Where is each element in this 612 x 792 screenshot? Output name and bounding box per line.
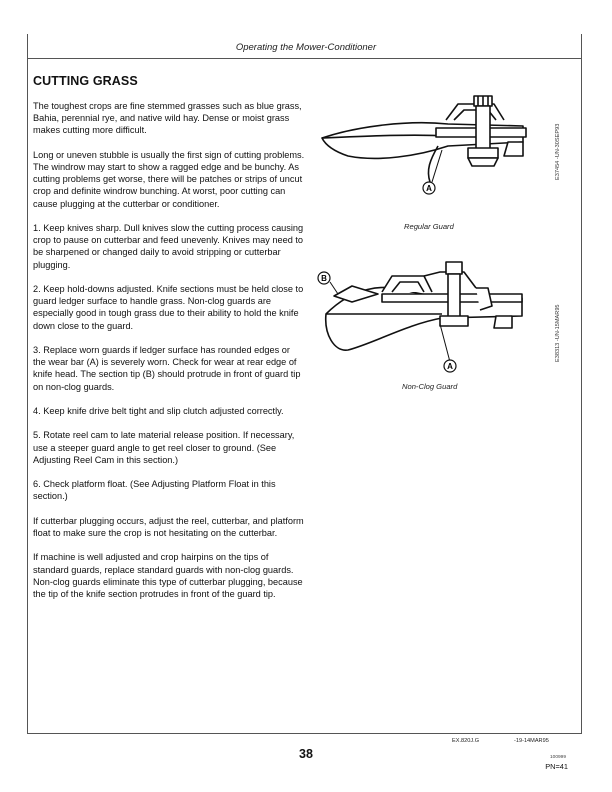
figure-code-date: -UN-15MAR95 (555, 304, 561, 342)
paragraph: 1. Keep knives sharp. Dull knives slow the cutting process causing crop to pause on cutterbar and feed unevenly. Knives may need to be sharpened or changed daily to avoid stripping or cutterbar plugging. (33, 223, 304, 270)
running-header: Operating the Mower-Conditioner (235, 42, 377, 53)
page-number: 38 (299, 747, 313, 761)
date-code: -19-14MAR95 (514, 738, 549, 744)
callout-b: B (321, 274, 327, 283)
doc-code: EX.820J.G (452, 738, 480, 744)
callout-a: A (426, 184, 432, 193)
body-text (33, 100, 305, 612)
callout-a: A (447, 362, 453, 371)
paragraph: 2. Keep hold-downs adjusted. Knife sections must be held close to guard ledger surface to handle grass. Non-clog guards are especially good in tough grass due to their ability to hold the knife down close to the guard. (33, 284, 304, 331)
regular-guard-illustration (318, 90, 548, 220)
figure-code (555, 304, 561, 362)
tiny-code: 100999 (549, 755, 566, 760)
paragraph: 4. Keep knife drive belt tight and slip clutch adjusted correctly. (33, 406, 284, 416)
paragraph: If machine is well adjusted and crop hairpins on the tips of standard guards, replace standard guards with non-clog guards. Non-clog guards eliminate this type of cutterbar plugging, because the tip of the knife section protrudes in front of the guard tip. (33, 552, 303, 599)
paragraph: 3. Replace worn guards if ledger surface has rounded edges or the wear bar (A) is severely worn. Check for wear at rear edge of knife head. The section tip (B) should protrude in front of guard tip on non-clog guards. (33, 345, 301, 392)
section-title: CUTTING GRASS (33, 74, 138, 88)
pn-code: PN=41 (545, 762, 568, 771)
paragraph: 5. Rotate reel cam to late material release position. If necessary, use a steeper guard angle to get reel closer to ground. (See Adjusting Reel Cam in this section.) (33, 430, 295, 465)
paragraph: Long or uneven stubble is usually the first sign of cutting problems. The windrow may start to show a ragged edge and be bunchy. As cutting problems get worse, there will be patches or strips of uncut crop and definite windrow bunching. At worst, poor cutting can cause plugging at the cutterbar or conditioner. (33, 149, 305, 209)
paragraph: If cutterbar plugging occurs, adjust the reel, cutterbar, and platform float to make sure the crop is not hesitating on the cutterbar. (33, 515, 304, 538)
paragraph: 6. Check platform float. (See Adjusting Platform Float in this section.) (33, 479, 276, 502)
paragraph: The toughest crops are fine stemmed grasses such as blue grass, Bahia, perennial rye, and native wild hay. Dense or moist grass makes cutting more difficult. (33, 101, 302, 136)
figure-caption: Regular Guard (404, 222, 454, 231)
non-clog-guard-illustration (312, 258, 548, 378)
figure-code-date: -UN-30SEP93 (555, 123, 561, 160)
figure-code-id: E38313 (555, 342, 561, 362)
figure-code (555, 124, 561, 180)
figure-code-id: E37454 (555, 160, 561, 180)
figure-caption: Non-Clog Guard (402, 382, 458, 391)
